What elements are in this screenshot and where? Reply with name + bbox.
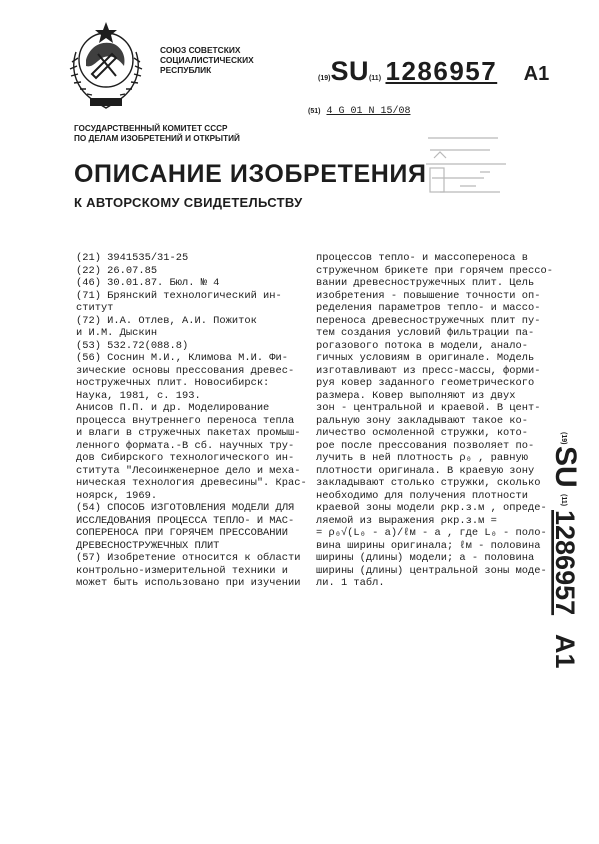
union-name bbox=[160, 45, 254, 75]
text-line: = ρ₀√(L₀ - a)/ℓм - a , где L₀ - поло- bbox=[316, 527, 547, 539]
text-line: Наука, 1981, с. 193. bbox=[76, 389, 201, 402]
text-line: ноярск, 1969. bbox=[76, 489, 158, 502]
text-line: контрольно-измерительной техники и bbox=[76, 564, 289, 577]
text-line: ленного формата.-В сб. научных тру- bbox=[76, 439, 295, 452]
ipc-code: (51) bbox=[308, 108, 321, 115]
abstract-column bbox=[316, 252, 553, 590]
page-subtitle: К АВТОРСКОМУ СВИДЕТЕЛЬСТВУ bbox=[74, 195, 303, 210]
code-11: (11) bbox=[368, 75, 382, 82]
text-line: вании древесностружечных плит. Цель bbox=[316, 277, 535, 289]
text-line: ли. 1 табл. bbox=[316, 577, 385, 589]
text-line: руя ковер заданного геометрического bbox=[316, 377, 535, 389]
side-country-code: SU bbox=[549, 446, 582, 488]
text-line: ностружечных плит. Новосибирск: bbox=[76, 377, 270, 389]
text-line: размера. Ковер выполняют из двух bbox=[316, 389, 516, 402]
library-stamp bbox=[420, 128, 528, 206]
text-line: закладывают столько стружки, сколько bbox=[316, 477, 541, 489]
text-line: тем создания условий фильтрации па- bbox=[316, 327, 535, 339]
union-line: СОЮЗ СОВЕТСКИХ bbox=[160, 45, 241, 55]
side-code-11: (11) bbox=[560, 494, 567, 507]
country-code: SU bbox=[330, 56, 369, 86]
text-line: вина ширины оригинала; ℓм - половина bbox=[316, 539, 541, 552]
side-code-19: (19) bbox=[560, 432, 567, 445]
text-line: ральную зону закладывают такое ко- bbox=[316, 414, 529, 427]
patent-number: 1286957 bbox=[385, 56, 498, 86]
text-line: лучить в ней плотность ρ₀ , равную bbox=[316, 452, 529, 464]
bibliographic-column bbox=[76, 252, 307, 590]
text-line: рогазового потока в модели, анало- bbox=[316, 339, 529, 352]
text-line: переноса древесностружечных плит пу- bbox=[316, 314, 541, 327]
text-line: ДРЕВЕСНОСТРУЖЕЧНЫХ ПЛИТ bbox=[76, 539, 220, 552]
side-patent-number: 1286957 bbox=[550, 510, 580, 616]
side-publication-number bbox=[548, 430, 596, 690]
text-line: процесса внутреннего переноса тепла bbox=[76, 414, 295, 427]
text-line: ИССЛЕДОВАНИЯ ПРОЦЕССА ТЕПЛО- И МАС- bbox=[76, 514, 295, 527]
text-line: (57) Изобретение относится к области bbox=[76, 552, 301, 564]
committee bbox=[74, 124, 240, 144]
text-line: СОПЕРЕНОСА ПРИ ГОРЯЧЕМ ПРЕССОВАНИИ bbox=[76, 527, 289, 539]
text-line: гичных условиям в оригинале. Модель bbox=[316, 352, 535, 364]
text-line: (56) Соснин М.И., Климова М.И. Фи- bbox=[76, 352, 289, 364]
text-line: дов Сибирского технологического ин- bbox=[76, 452, 295, 464]
text-line: ститута "Лесоинженерное дело и меха- bbox=[76, 464, 301, 477]
text-line: может быть использовано при изучении bbox=[76, 577, 301, 589]
text-line: зические основы прессования древес- bbox=[76, 364, 295, 377]
side-document-kind: A1 bbox=[550, 634, 580, 669]
text-line: рое после прессования позволяет по- bbox=[316, 439, 535, 452]
text-line: ститут bbox=[76, 302, 114, 314]
text-line: ширины (длины) центральной зоны моде- bbox=[316, 564, 547, 577]
text-line: и влаги в стружечных пакетах промыш- bbox=[76, 427, 301, 439]
text-line: зон - центральной и краевой. В цент- bbox=[316, 402, 541, 414]
ipc-classification bbox=[308, 106, 410, 117]
ussr-emblem-icon bbox=[62, 18, 150, 114]
code-19: (19) bbox=[318, 75, 331, 82]
union-line: РЕСПУБЛИК bbox=[160, 65, 212, 75]
text-line: (53) 532.72(088.8) bbox=[76, 339, 189, 352]
text-line: изготавливают из пресс-массы, форми- bbox=[316, 364, 541, 377]
text-line: ределения параметров тепло- и массо- bbox=[316, 302, 541, 314]
text-line: необходимо для получения плотности bbox=[316, 489, 529, 502]
text-line: и И.М. Дыскин bbox=[76, 327, 158, 339]
union-line: СОЦИАЛИСТИЧЕСКИХ bbox=[160, 55, 254, 65]
committee-line: ПО ДЕЛАМ ИЗОБРЕТЕНИЙ И ОТКРЫТИЙ bbox=[74, 134, 240, 143]
committee-line: ГОСУДАРСТВЕННЫЙ КОМИТЕТ СССР bbox=[74, 124, 228, 133]
publication-number bbox=[318, 56, 549, 87]
text-line: плотности оригинала. В краевую зону bbox=[316, 464, 535, 477]
ipc-value: 4 G 01 N 15/08 bbox=[326, 106, 411, 117]
text-line: ническая технология древесины". Крас- bbox=[76, 477, 307, 489]
text-line: личество осмоленной стружки, кото- bbox=[316, 427, 529, 439]
text-line: (46) 30.01.87. Бюл. № 4 bbox=[76, 277, 220, 289]
text-line: процессов тепло- и массопереноса в bbox=[316, 252, 529, 264]
document-kind: A1 bbox=[523, 63, 550, 85]
text-line: (72) И.А. Отлев, А.И. Пожиток bbox=[76, 314, 257, 327]
text-line: (54) СПОСОБ ИЗГОТОВЛЕНИЯ МОДЕЛИ ДЛЯ bbox=[76, 502, 295, 514]
text-line: (21) 3941535/31-25 bbox=[76, 252, 189, 264]
text-line: (71) Брянский технологический ин- bbox=[76, 289, 282, 302]
text-line: изобретения - повышение точности оп- bbox=[316, 289, 541, 302]
text-line: (22) 26.07.85 bbox=[76, 264, 158, 277]
text-line: Анисов П.П. и др. Моделирование bbox=[76, 402, 270, 414]
text-line: стружечном брикете при горячем прессо- bbox=[316, 264, 553, 277]
text-line: краевой зоны модели ρкр.з.м , опреде- bbox=[316, 502, 547, 514]
text-line: ляемой из выражения ρкр.з.м = bbox=[316, 514, 497, 527]
text-line: ширины (длины) модели; а - половина bbox=[316, 552, 535, 564]
page-title: ОПИСАНИЕ ИЗОБРЕТЕНИЯ bbox=[74, 160, 427, 188]
